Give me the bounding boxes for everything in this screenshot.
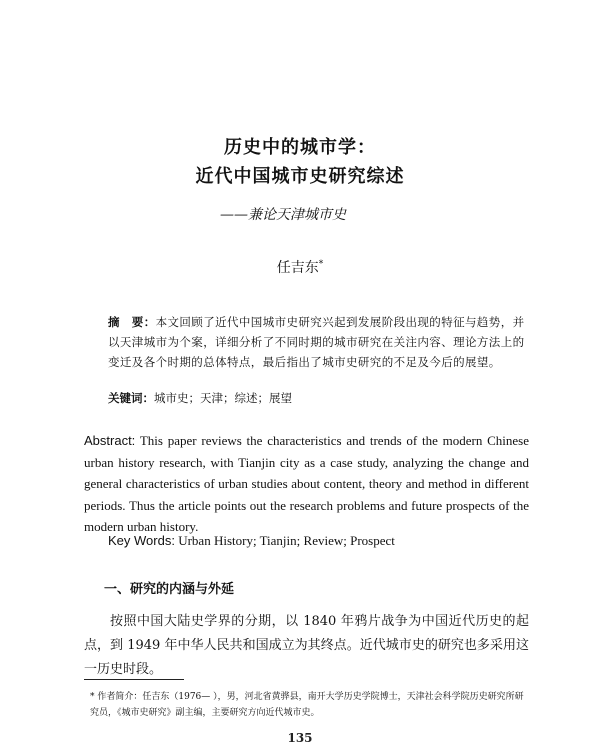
page-number: 135 [287,731,313,745]
abstract-cn-text: 本文回顾了近代中国城市史研究兴起到发展阶段出现的特征与趋势，并以天津城市为个案，详细分析了不同时期的城市研究在关注内容、理论方法上的变迁及各个时期的总体特点，最后指出了城市史研究的不足及今后的展望。 [108,315,525,369]
author-name: 任吉东 [276,260,319,276]
keywords-en-label: Key Words: [108,533,175,548]
author-footnote-mark: * [318,259,324,270]
author-line [0,257,600,277]
title-line-1: 历史中的城市学： [224,137,376,158]
section-body-paragraph: 按照中国大陆史学界的分期，以 1840 年鸦片战争为中国近代历史的起点，到 1949 年中华人民共和国成立为其终点。近代城市史的研究也多采用这一历史时段。 [84,614,529,677]
keywords-en-text: Urban History; Tianjin; Review; Prospect [178,533,395,548]
keywords-chinese [108,390,528,406]
abstract-en-label: Abstract: [84,433,136,448]
title-line-2: 近代中国城市史研究综述 [195,166,405,187]
keywords-cn-label: 关键词： [108,391,154,405]
abstract-cn-label: 摘 要： [108,315,156,329]
footnote: * 作者简介：任吉东（1976— ），男，河北省黄骅县，南开大学历史学院博士，天津社会科学院历史研究所研究员，《城市史研究》副主编，主要研究方向近代城市史。 [90,692,524,718]
abstract-chinese [108,312,528,372]
abstract-en-text: This paper reviews the characteristics and trends of the modern Chinese urban history research, with Tianjin city as a case study, analyzing the change and general characteristics of urban studies about content, theory and method in different periods. Thus the article points out the research problems and future prospects of the modern urban history. [84,433,530,534]
keywords-cn-text: 城市史；天津；综述；展望 [154,391,292,405]
subtitle: ——兼论天津城市史 [220,207,346,223]
keywords-english [108,533,395,549]
section-heading: 一、研究的内涵与外延 [104,582,235,597]
footnote-divider [84,679,184,680]
abstract-english [84,430,529,538]
